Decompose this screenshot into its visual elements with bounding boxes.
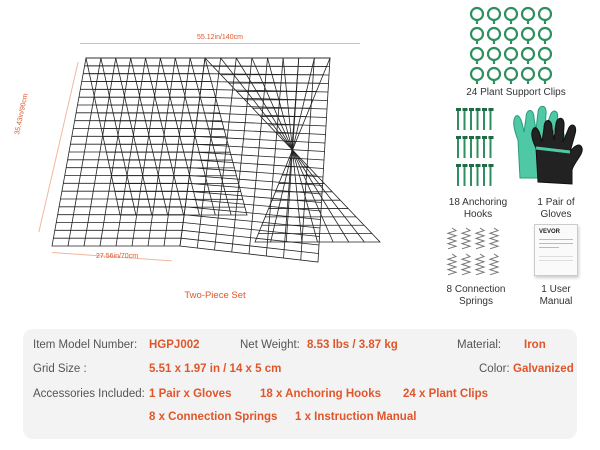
accessory-gloves: 1 Pair x Gloves <box>149 388 232 400</box>
clip-icon <box>522 8 534 24</box>
manual-line-deco <box>539 260 573 261</box>
hook-icon <box>476 108 481 130</box>
hooks-label-line1: 18 Anchoring <box>448 197 508 208</box>
hook-icon <box>469 108 474 130</box>
hook-icon <box>476 164 481 186</box>
hook-icon <box>456 108 461 130</box>
model-number-label: Item Model Number: <box>33 339 138 351</box>
spring-icon <box>490 254 498 275</box>
accessory-hooks: 18 x Anchoring Hooks <box>260 388 381 400</box>
spring-icon <box>448 228 456 249</box>
clip-icon <box>505 48 517 64</box>
grid-size-label: Grid Size : <box>33 363 87 375</box>
clip-icon <box>522 48 534 64</box>
hook-icon <box>469 164 474 186</box>
height-dimension-label: 35.43in/90cm <box>14 92 30 136</box>
clip-icon <box>539 68 551 84</box>
clip-icon <box>539 8 551 24</box>
clip-icon <box>471 8 483 24</box>
color-value: Galvanized <box>513 363 574 375</box>
clip-icon <box>505 68 517 84</box>
hook-icon <box>456 136 461 158</box>
springs-label-line1: 8 Connection <box>446 284 506 295</box>
hook-icon <box>463 136 468 158</box>
accessories-label: Accessories Included: <box>33 388 145 400</box>
manual-line-deco <box>539 239 573 240</box>
gloves-label-line2: Gloves <box>540 209 572 220</box>
manual-line-deco <box>539 256 573 257</box>
hook-icon <box>489 136 494 158</box>
hook-icon <box>469 136 474 158</box>
spring-icon <box>476 254 484 275</box>
net-weight-label: Net Weight: <box>240 339 300 351</box>
clip-icon <box>471 68 483 84</box>
spring-icon <box>448 254 456 275</box>
model-number-value: HGPJ002 <box>149 339 200 351</box>
gloves-label-line1: 1 Pair of <box>537 197 575 208</box>
clip-icon <box>505 8 517 24</box>
hook-icon <box>482 136 487 158</box>
hook-icon <box>489 164 494 186</box>
spring-icon <box>490 228 498 249</box>
clip-icon <box>488 68 500 84</box>
clip-icon <box>522 68 534 84</box>
manual-brand: VEVOR <box>539 229 561 235</box>
manual-line-deco <box>539 247 559 248</box>
clip-icon <box>488 48 500 64</box>
clip-icon <box>471 28 483 44</box>
accessory-manual: 1 x Instruction Manual <box>295 411 417 423</box>
clip-icon <box>488 8 500 24</box>
hook-icon <box>489 108 494 130</box>
hooks-label-line2: Hooks <box>463 209 493 220</box>
clip-icon <box>539 28 551 44</box>
manual-label-line2: Manual <box>539 296 573 307</box>
manual-label-line1: 1 User <box>541 284 571 295</box>
clip-icon <box>522 28 534 44</box>
material-label: Material: <box>457 339 502 351</box>
anchoring-hooks-illustration <box>455 104 497 188</box>
hook-icon <box>463 108 468 130</box>
clip-icon <box>505 28 517 44</box>
material-value: Iron <box>524 339 546 351</box>
hook-icon <box>476 136 481 158</box>
spring-icon <box>462 228 470 249</box>
product-caption: Two-Piece Set <box>184 290 246 301</box>
clip-icon <box>539 48 551 64</box>
hook-icon <box>456 164 461 186</box>
hook-icon <box>482 164 487 186</box>
manual-line-deco <box>539 243 573 244</box>
plant-clips-illustration <box>468 4 558 88</box>
hook-icon <box>482 108 487 130</box>
user-manual-illustration <box>534 224 578 276</box>
gloves-illustration <box>500 100 590 190</box>
grid-size-value: 5.51 x 1.97 in / 14 x 5 cm <box>149 363 282 375</box>
specifications-panel <box>23 329 577 439</box>
clips-label: 24 Plant Support Clips <box>466 87 566 98</box>
hook-icon <box>463 164 468 186</box>
spring-icon <box>462 254 470 275</box>
clip-icon <box>488 28 500 44</box>
clip-icon <box>471 48 483 64</box>
net-weight-value: 8.53 lbs / 3.87 kg <box>307 339 398 351</box>
color-label: Color: <box>479 363 510 375</box>
connection-springs-illustration <box>446 225 506 279</box>
width-dimension-label: 55.12in/140cm <box>197 34 243 41</box>
accessory-springs: 8 x Connection Springs <box>149 411 278 423</box>
spring-icon <box>476 228 484 249</box>
springs-label-line2: Springs <box>459 296 493 307</box>
depth-dimension-label: 27.56in/70cm <box>96 253 139 260</box>
accessory-clips: 24 x Plant Clips <box>403 388 489 400</box>
